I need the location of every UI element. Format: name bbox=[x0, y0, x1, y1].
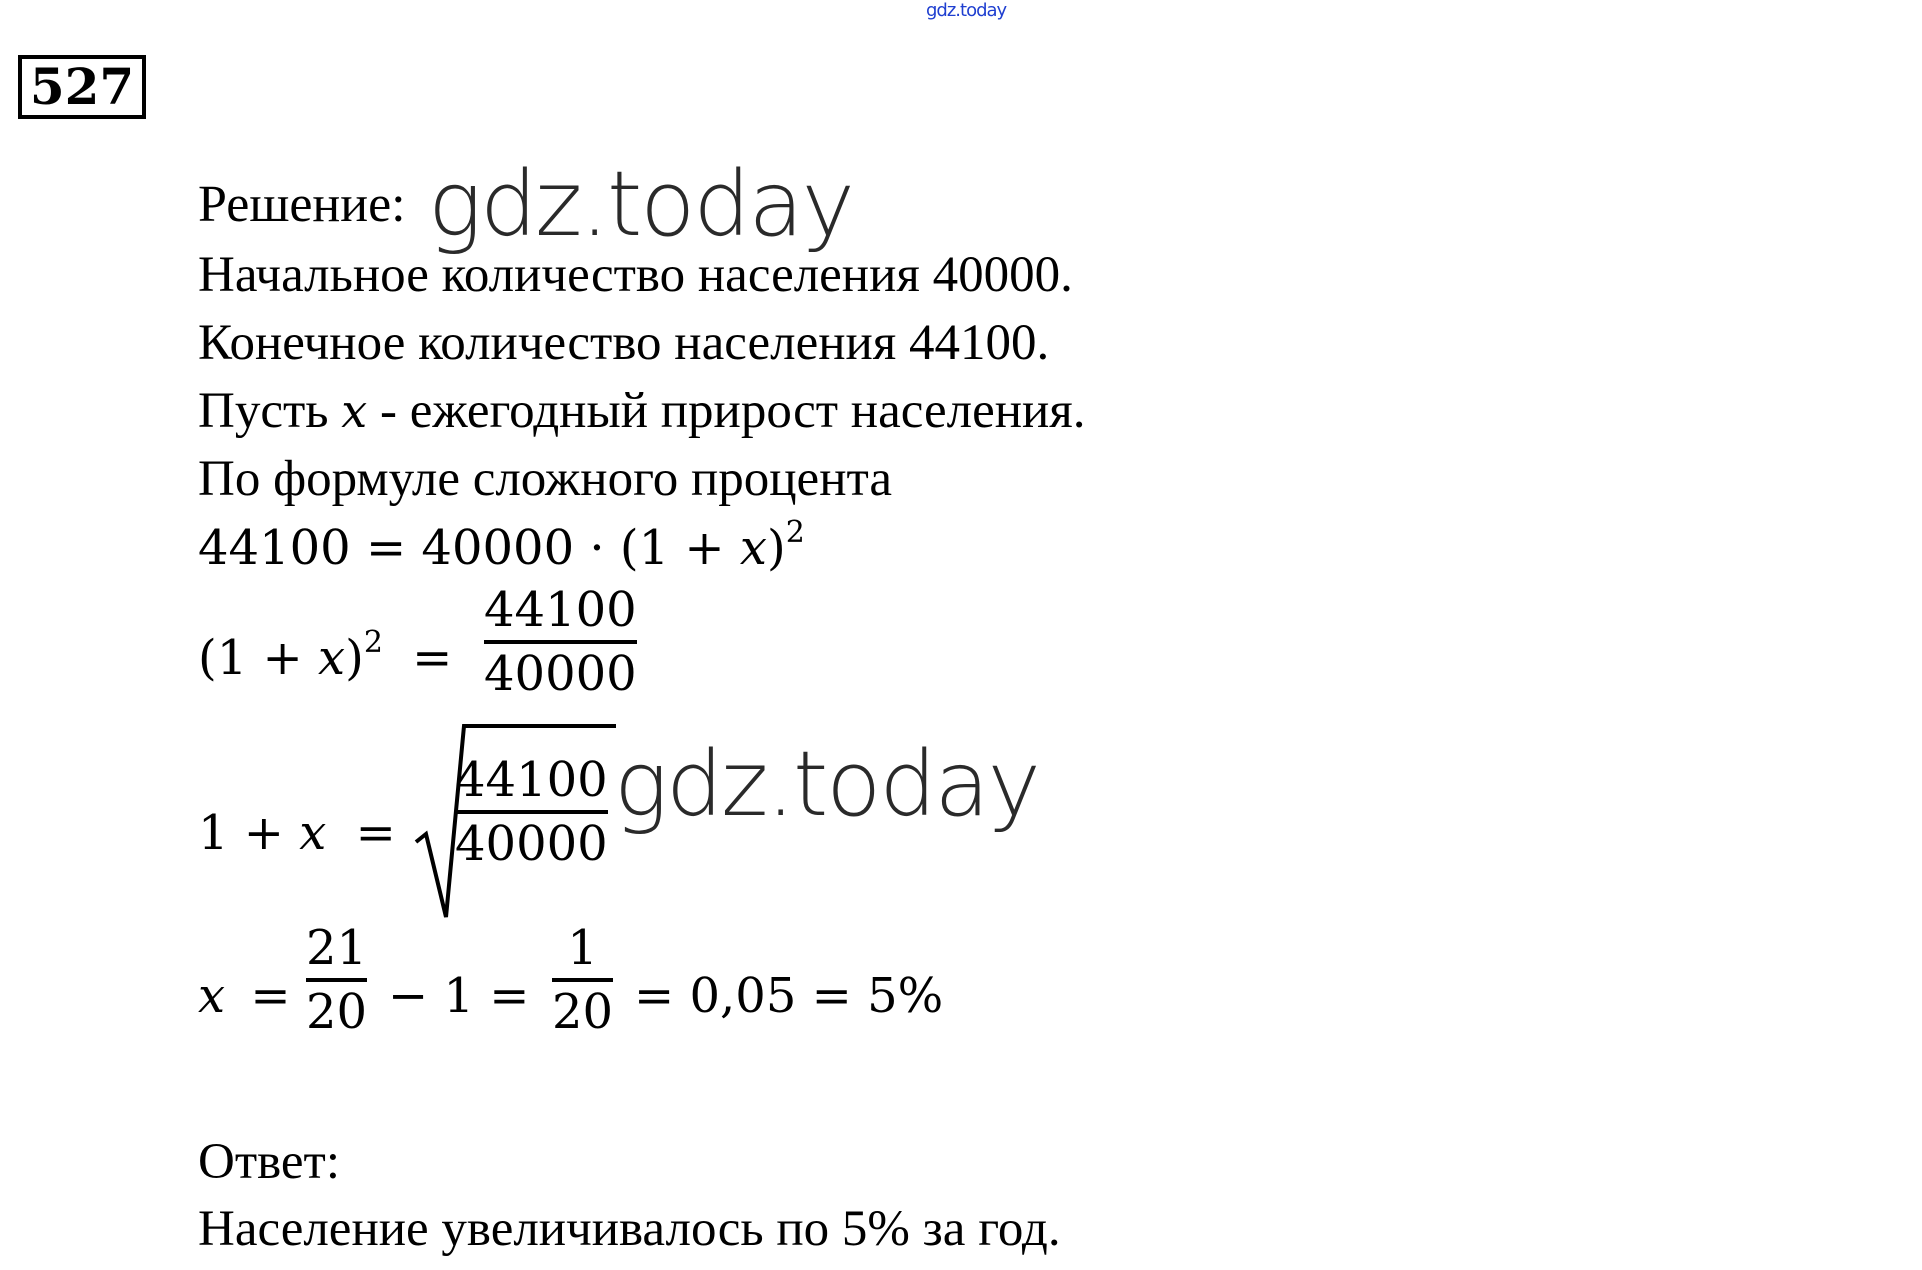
equation-4-lhs bbox=[198, 968, 291, 1024]
eq4-var: x bbox=[198, 968, 226, 1024]
equation-1 bbox=[198, 515, 805, 576]
let-suffix: - ежегодный прирост населения. bbox=[379, 383, 1086, 439]
eq4-frac1-numerator: 21 bbox=[306, 920, 368, 976]
eq3-var: x bbox=[299, 805, 327, 861]
eq2-open: (1 + bbox=[198, 630, 318, 686]
eq4-frac1-denominator: 20 bbox=[306, 984, 368, 1040]
eq4-frac2-numerator: 1 bbox=[567, 920, 598, 976]
eq2-exp: 2 bbox=[363, 625, 383, 660]
equation-2-lhs bbox=[198, 625, 453, 686]
eq4-fraction-2 bbox=[552, 918, 613, 1042]
answer-label: Ответ: bbox=[198, 1134, 340, 1190]
watermark-large-1: gdz.today bbox=[428, 152, 853, 257]
let-prefix: Пусть bbox=[198, 383, 329, 439]
eq3-numerator: 44100 bbox=[455, 752, 608, 808]
text-let-x bbox=[198, 382, 1086, 440]
eq1-close: ) bbox=[766, 520, 786, 576]
eq2-numerator: 44100 bbox=[484, 582, 637, 638]
answer-text: Население увеличивалось по 5% за год. bbox=[198, 1201, 1061, 1257]
problem-number: 527 bbox=[18, 55, 146, 119]
solution-label: Решение: bbox=[198, 176, 406, 233]
equation-3-lhs bbox=[198, 805, 396, 861]
eq4-minus-one: − 1 = bbox=[388, 968, 530, 1024]
eq3-equals: = bbox=[355, 805, 396, 861]
eq1-lhs: 44100 = 40000 · (1 + bbox=[198, 520, 740, 576]
watermark-small: gdz.today bbox=[926, 0, 1007, 21]
text-formula-intro: По формуле сложного процента bbox=[198, 451, 893, 507]
text-initial-population: Начальное количество населения 40000. bbox=[198, 247, 1073, 303]
eq1-exp: 2 bbox=[785, 515, 805, 550]
eq2-var: x bbox=[318, 630, 346, 686]
eq4-fraction-1 bbox=[306, 918, 367, 1042]
eq4-result: = 0,05 = 5% bbox=[634, 968, 944, 1024]
eq3-prefix: 1 + bbox=[198, 805, 300, 861]
eq2-close: ) bbox=[345, 630, 364, 686]
eq4-frac2-denominator: 20 bbox=[552, 984, 614, 1040]
eq2-equals: = bbox=[412, 630, 453, 686]
eq2-denominator: 40000 bbox=[484, 646, 637, 702]
eq3-fraction bbox=[455, 750, 608, 874]
eq4-equals: = bbox=[250, 968, 291, 1024]
eq2-fraction bbox=[484, 580, 637, 704]
text-final-population: Конечное количество населения 44100. bbox=[198, 315, 1050, 371]
eq3-denominator: 40000 bbox=[455, 816, 608, 872]
var-x: x bbox=[341, 384, 368, 438]
watermark-large-2: gdz.today bbox=[614, 732, 1039, 837]
eq1-var: x bbox=[739, 520, 767, 576]
